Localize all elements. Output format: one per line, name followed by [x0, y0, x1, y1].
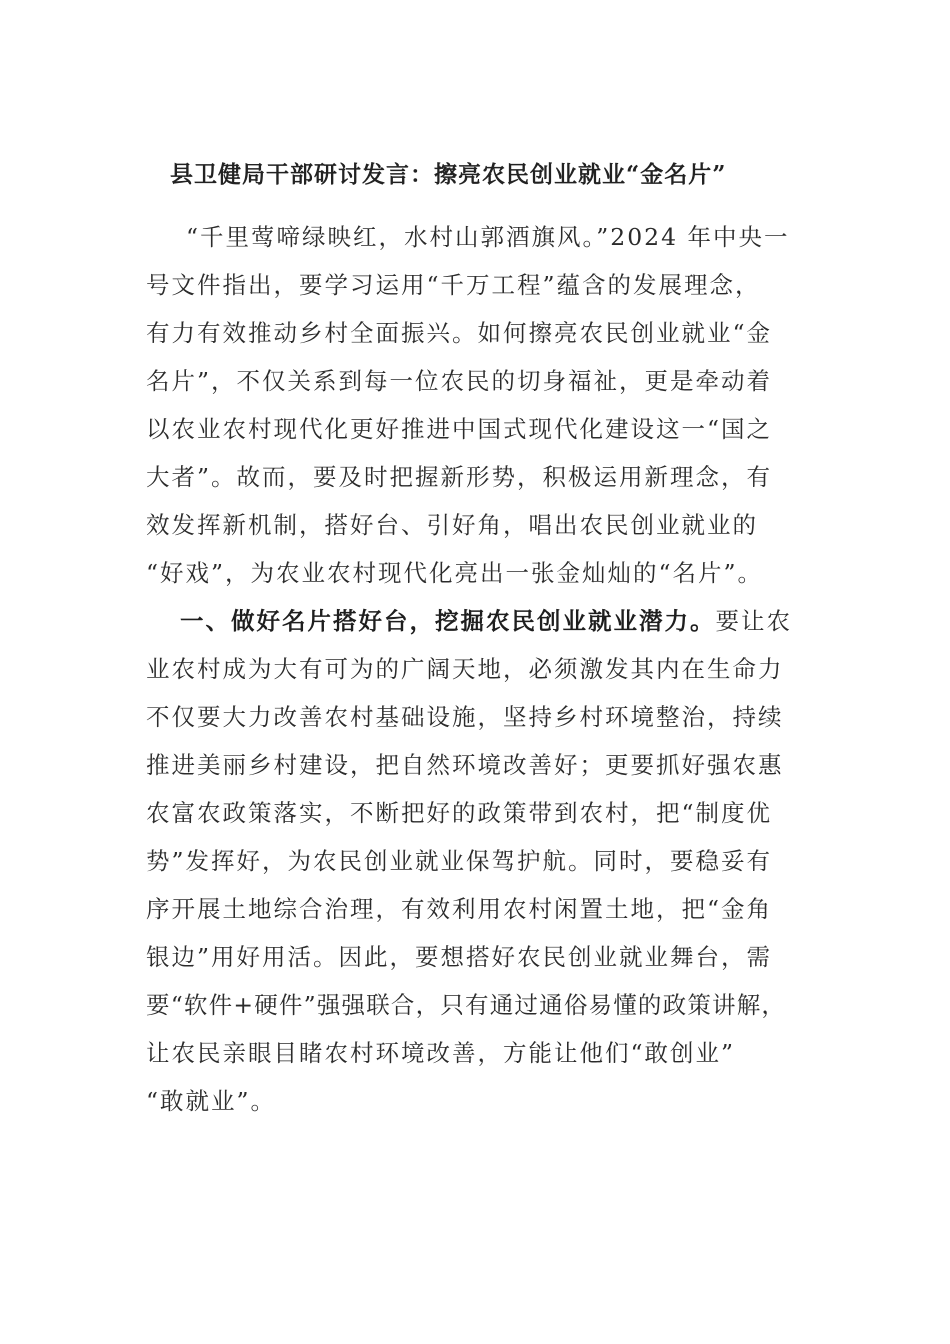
paragraph-line: 要“软件+硬件”强强联合，只有通过通俗易懂的政策讲解，	[146, 991, 787, 1019]
paragraph-line: 银边”用好用活。因此，要想搭好农民创业就业舞台，需	[146, 943, 773, 971]
paragraph-line: “好戏”，为农业农村现代化亮出一张金灿灿的“名片”。	[146, 559, 764, 587]
paragraph-line: 大者”。故而，要及时把握新形势，积极运用新理念，有	[146, 463, 773, 491]
paragraph-line: 序开展土地综合治理，有效利用农村闲置土地，把“金角	[146, 895, 773, 923]
section-first-line-tail: 要让农	[715, 607, 792, 635]
paragraph-line: 以农业农村现代化更好推进中国式现代化建设这一“国之	[146, 415, 773, 443]
paragraph-line: 业农村成为大有可为的广阔天地，必须激发其内在生命力	[146, 655, 784, 683]
section-heading: 一、做好名片搭好台，挖掘农民创业就业潜力。	[180, 607, 716, 635]
paragraph-line: 不仅要大力改善农村基础设施，坚持乡村环境整治，持续	[146, 703, 784, 731]
section-heading-line	[180, 606, 792, 636]
paragraph-line: 推进美丽乡村建设，把自然环境改善好；更要抓好强农惠	[146, 751, 784, 779]
paragraph-line: 农富农政策落实，不断把好的政策带到农村，把“制度优	[146, 799, 773, 827]
paragraph-line: 名片”，不仅关系到每一位农民的切身福祉，更是牵动着	[146, 367, 773, 395]
paragraph-line: “千里莺啼绿映红，水村山郭酒旗风。”2024 年中央一	[186, 223, 790, 251]
paragraph-line: 势”发挥好，为农民创业就业保驾护航。同时，要稳妥有	[146, 847, 773, 875]
paragraph-line: 号文件指出，要学习运用“千万工程”蕴含的发展理念，	[146, 271, 761, 299]
paragraph-line: 效发挥新机制，搭好台、引好角，唱出农民创业就业的	[146, 511, 758, 539]
paragraph-line: “敢就业”。	[146, 1087, 277, 1115]
paragraph-line: 有力有效推动乡村全面振兴。如何擦亮农民创业就业“金	[146, 319, 773, 347]
paragraph-line: 让农民亲眼目睹农村环境改善，方能让他们“敢创业”	[146, 1039, 736, 1067]
document-title: 县卫健局干部研讨发言：擦亮农民创业就业“金名片”	[170, 161, 727, 188]
